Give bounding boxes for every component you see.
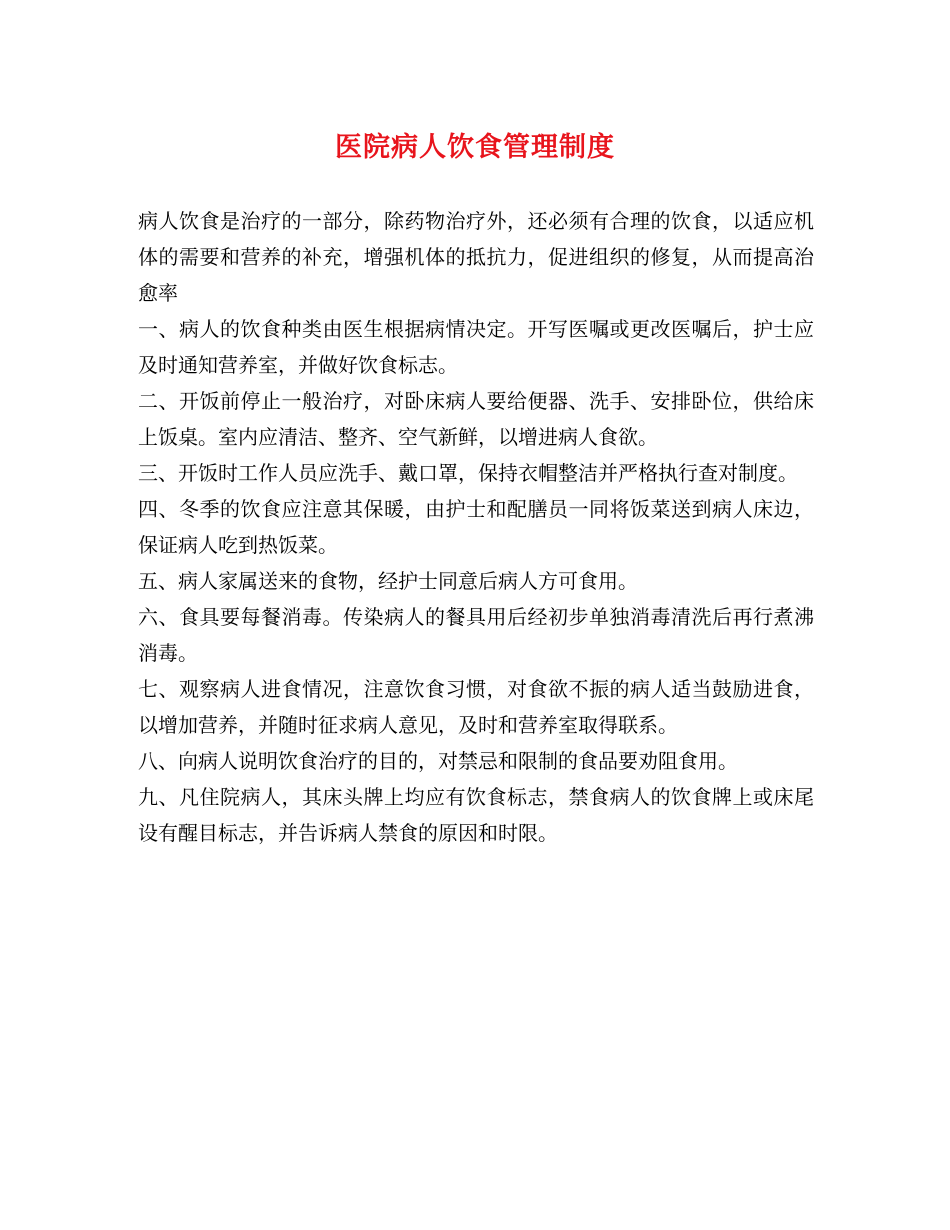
rule-paragraph-6: 六、食具要每餐消毒。传染病人的餐具用后经初步单独消毒清洗后再行煮沸消毒。: [138, 605, 814, 665]
rule-paragraph-1: 一、病人的饮食种类由医生根据病情决定。开写医嘱或更改医嘱后，护士应及时通知营养室，并做好饮食标志。: [138, 317, 814, 377]
rule-paragraph-5: 五、病人家属送来的食物，经护士同意后病人方可食用。: [138, 569, 638, 593]
document-title: 医院病人饮食管理制度: [335, 132, 615, 163]
rule-paragraph-9: 九、凡住院病人，其床头牌上均应有饮食标志，禁食病人的饮食牌上或床尾设有醒目标志，并告诉病人禁食的原因和时限。: [138, 785, 814, 845]
document-body: [138, 203, 814, 851]
intro-paragraph: 病人饮食是治疗的一部分，除药物治疗外，还必须有合理的饮食，以适应机体的需要和营养的补充，增强机体的抵抗力，促进组织的修复，从而提高治愈率: [138, 209, 814, 305]
rule-paragraph-7: 七、观察病人进食情况，注意饮食习惯，对食欲不振的病人适当鼓励进食，以增加营养，并随时征求病人意见，及时和营养室取得联系。: [138, 677, 814, 737]
rule-paragraph-8: 八、向病人说明饮食治疗的目的，对禁忌和限制的食品要劝阻食用。: [138, 749, 738, 773]
rule-paragraph-2: 二、开饭前停止一般治疗，对卧床病人要给便器、洗手、安排卧位，供给床上饭桌。室内应清洁、整齐、空气新鲜，以增进病人食欲。: [138, 389, 814, 449]
rule-paragraph-4: 四、冬季的饮食应注意其保暖，由护士和配膳员一同将饭菜送到病人床边，保证病人吃到热饭菜。: [138, 497, 814, 557]
rule-paragraph-3: 三、开饭时工作人员应洗手、戴口罩，保持衣帽整洁并严格执行查对制度。: [138, 461, 798, 485]
